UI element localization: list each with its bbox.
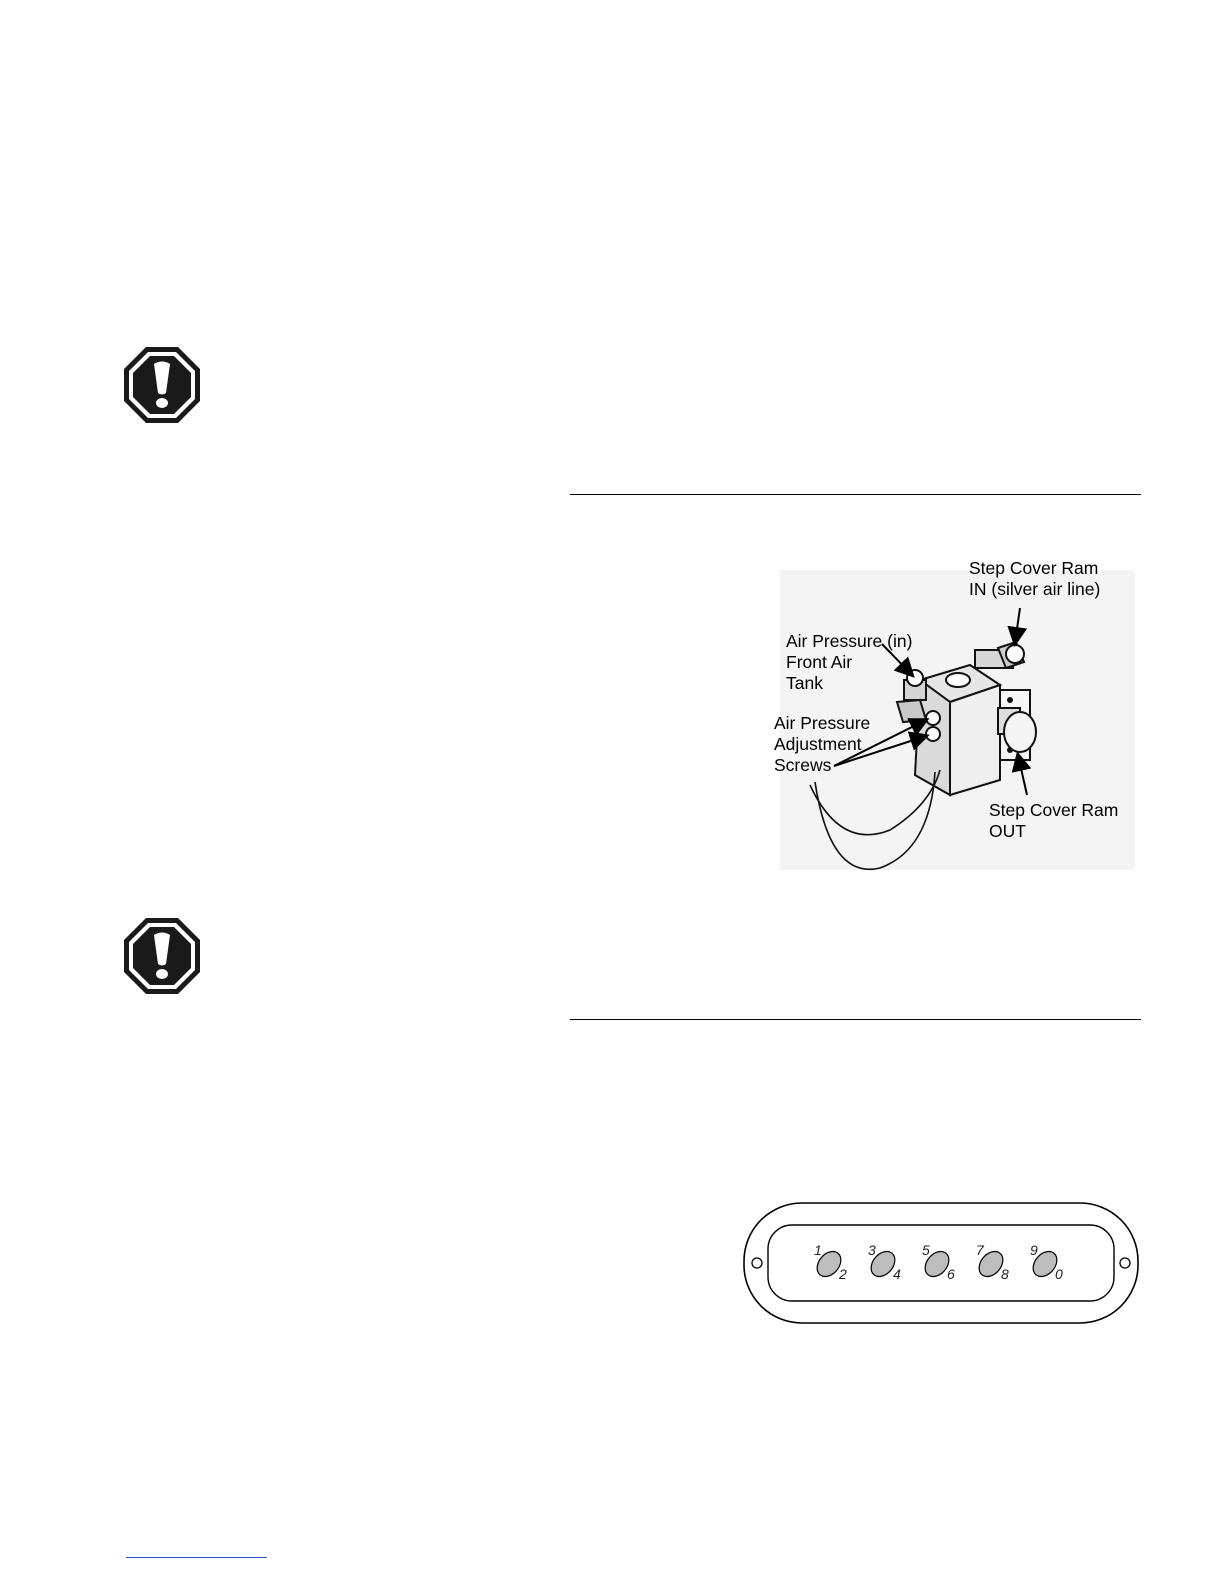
keypad-figure: [741, 1200, 1141, 1326]
callout-step-cover-in: Step Cover Ram IN (silver air line): [969, 558, 1101, 599]
keypad-label-top: 5: [922, 1242, 930, 1258]
keypad-label-top: 3: [868, 1242, 876, 1258]
callout-step-cover-out: Step Cover Ram OUT: [989, 800, 1119, 841]
keypad-label-bottom: 6: [947, 1266, 955, 1282]
keypad-label-bottom: 8: [1001, 1266, 1009, 1282]
keypad-label-top: 9: [1030, 1242, 1038, 1258]
keypad-label-bottom: 4: [893, 1266, 901, 1282]
mounting-hole: [1120, 1258, 1130, 1268]
keypad-label-top: 1: [814, 1242, 822, 1258]
keypad-label-bottom: 2: [839, 1266, 847, 1282]
callout-air-pressure-in: Air Pressure (in) Front Air Tank: [786, 631, 913, 693]
air-valve-figure: [770, 550, 1140, 880]
keypad-label-top: 7: [976, 1242, 984, 1258]
keypad-label-bottom: 0: [1055, 1266, 1063, 1282]
footer-link-underline[interactable]: [126, 1557, 267, 1558]
mounting-hole: [752, 1258, 762, 1268]
warning-icon: [123, 346, 201, 424]
callout-adjustment-screws: Air Pressure Adjustment Screws: [774, 713, 871, 775]
section-divider: [570, 494, 1141, 495]
warning-icon: [123, 917, 201, 995]
section-divider: [570, 1019, 1141, 1020]
